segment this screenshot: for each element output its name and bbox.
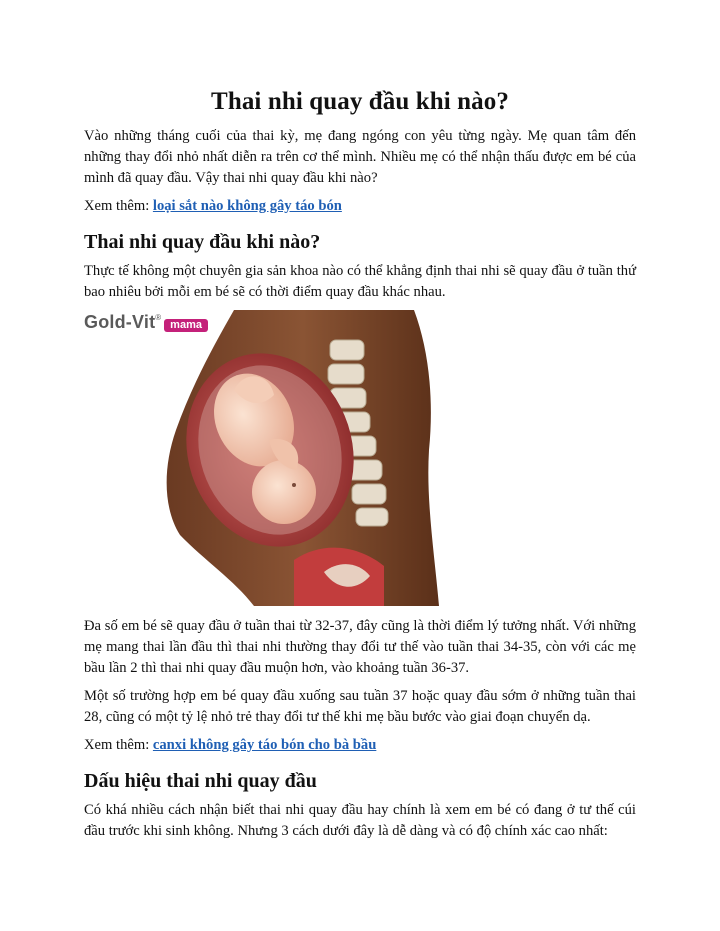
- see-also-1-prefix: Xem thêm:: [84, 198, 153, 214]
- article-body: [84, 86, 636, 849]
- fetus-in-womb-illustration: [84, 310, 636, 606]
- section-1-paragraph-1: Thực tế không một chuyên gia sản khoa nào có thể khẳng định thai nhi sẽ quay đầu ở tuần thứ bao nhiêu bởi mỗi em bé sẽ có thời điểm quay đầu khác nhau.: [84, 263, 636, 300]
- section-1-heading: Thai nhi quay đầu khi nào?: [84, 231, 321, 253]
- see-also-2-prefix: Xem thêm:: [84, 737, 153, 753]
- intro-paragraph: Vào những tháng cuối của thai kỳ, mẹ đang ngóng con yêu từng ngày. Mẹ quan tâm đến những thay đổi nhỏ nhất diễn ra trên cơ thể mình. Nhiều mẹ có thể nhận thấu được em bé của mình đã quay đầu. Vậy thai nhi quay đầu khi nào?: [84, 128, 636, 186]
- section-1-paragraph-2: Đa số em bé sẽ quay đầu ở tuần thai từ 32-37, đây cũng là thời điểm lý tưởng nhất. Với những mẹ mang thai lần đầu thì thai nhi thường thay đổi tư thế vào tuần thai 34-35, còn với các mẹ bầu lần 2 thì thai nhi quay đầu muộn hơn, vào khoảng tuần 36-37.: [84, 618, 636, 676]
- see-also-2: [84, 735, 636, 756]
- see-also-1: [84, 196, 636, 217]
- section-2-heading: Dấu hiệu thai nhi quay đầu: [84, 770, 317, 792]
- pregnancy-figure: [84, 310, 636, 606]
- logo-tag: mama: [164, 319, 208, 332]
- logo-wordmark: Gold-Vit: [84, 312, 156, 332]
- see-also-2-link[interactable]: canxi không gây táo bón cho bà bầu: [152, 737, 377, 753]
- section-1-paragraph-3: Một số trường hợp em bé quay đầu xuống sau tuần 37 hoặc quay đầu sớm ở những tuần thai 28, cũng có một tỷ lệ nhỏ trẻ thay đổi tư thế khi mẹ bầu bước vào giai đoạn chuyển dạ.: [84, 688, 636, 725]
- gold-vit-mama-logo: [84, 312, 208, 333]
- see-also-1-link[interactable]: loại sắt nào không gây táo bón: [152, 198, 342, 214]
- logo-registered-mark: ®: [155, 313, 162, 322]
- section-2-paragraph-1: Có khá nhiều cách nhận biết thai nhi quay đầu hay chính là xem em bé có đang ở tư thế cúi đầu trước khi sinh không. Nhưng 3 cách dưới đây là dễ dàng và có độ chính xác cao nhất:: [84, 802, 636, 839]
- article-title: Thai nhi quay đầu khi nào?: [211, 88, 509, 115]
